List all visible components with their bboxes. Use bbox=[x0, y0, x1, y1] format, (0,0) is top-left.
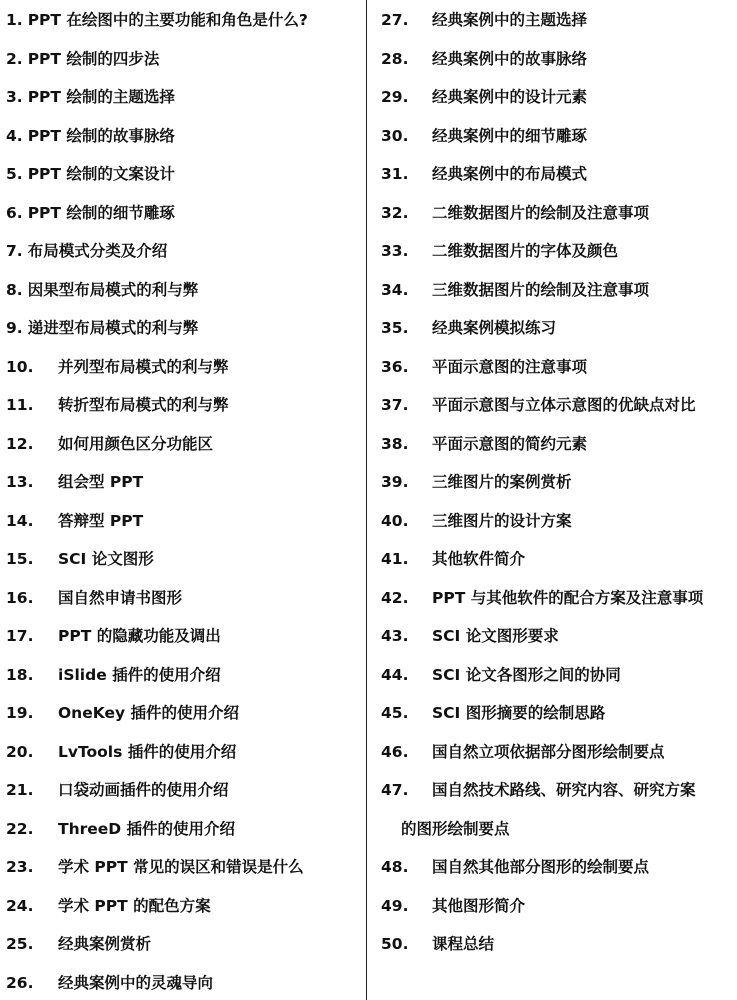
list-item bbox=[381, 624, 559, 648]
list-item bbox=[381, 8, 587, 32]
list-item bbox=[381, 855, 649, 879]
item-text: 三维图片的案例赏析 bbox=[432, 473, 572, 491]
item-text: SCI 论文图形要求 bbox=[432, 627, 559, 645]
item-text: 其他图形简介 bbox=[432, 896, 526, 915]
item-number: 31. bbox=[381, 165, 409, 183]
item-number: 1. bbox=[6, 11, 23, 29]
item-text: 布局模式分类及介绍 bbox=[27, 242, 168, 260]
item-text: PPT 绘制的故事脉络 bbox=[27, 126, 175, 145]
list-item bbox=[381, 894, 525, 918]
list-item bbox=[6, 778, 229, 802]
item-number: 35. bbox=[381, 319, 409, 337]
item-number: 32. bbox=[381, 203, 409, 222]
item-text-continuation: 的图形绘制要点 bbox=[401, 819, 510, 838]
list-item bbox=[381, 432, 587, 456]
item-text: 国自然申请书图形 bbox=[58, 588, 183, 607]
item-number: 37. bbox=[381, 396, 409, 414]
item-number: 34. bbox=[381, 280, 409, 299]
list-item bbox=[6, 201, 175, 225]
list-item bbox=[6, 547, 154, 571]
item-text: 国自然技术路线、研究内容、研究方案 bbox=[432, 781, 696, 799]
item-text: 如何用颜色区分功能区 bbox=[58, 434, 214, 453]
item-number: 21. bbox=[6, 781, 34, 799]
item-text: 经典案例中的灵魂导向 bbox=[58, 973, 214, 992]
item-text: PPT 的隐藏功能及调出 bbox=[58, 627, 221, 645]
list-item bbox=[381, 162, 587, 186]
item-text: 组会型 PPT bbox=[58, 473, 144, 491]
list-item bbox=[6, 624, 221, 648]
item-text: 学术 PPT 的配色方案 bbox=[58, 896, 211, 915]
item-text: OneKey 插件的使用介绍 bbox=[58, 704, 239, 722]
list-item bbox=[381, 778, 696, 802]
item-text: 因果型布局模式的利与弊 bbox=[27, 280, 199, 299]
list-item bbox=[381, 355, 587, 379]
item-text: 三维数据图片的绘制及注意事项 bbox=[432, 280, 650, 299]
list-item bbox=[381, 316, 556, 340]
list-item bbox=[6, 162, 175, 186]
list-item bbox=[381, 239, 618, 263]
item-text: 其他软件简介 bbox=[432, 550, 526, 568]
item-text: 课程总结 bbox=[432, 935, 495, 953]
list-item bbox=[6, 393, 229, 417]
item-text: SCI 论文图形 bbox=[58, 550, 154, 568]
item-text: 经典案例中的布局模式 bbox=[432, 165, 588, 183]
item-text: 答辩型 PPT bbox=[58, 511, 144, 530]
list-item bbox=[381, 509, 572, 533]
list-item bbox=[381, 547, 525, 571]
list-item bbox=[381, 47, 587, 71]
item-number: 43. bbox=[381, 627, 409, 645]
item-text: 经典案例模拟练习 bbox=[432, 319, 557, 337]
item-number: 16. bbox=[6, 588, 34, 607]
item-text: 转折型布局模式的利与弊 bbox=[58, 396, 229, 414]
item-number: 30. bbox=[381, 126, 409, 145]
list-item bbox=[381, 201, 649, 225]
list-item bbox=[6, 85, 175, 109]
item-number: 12. bbox=[6, 434, 34, 453]
list-item bbox=[381, 470, 572, 494]
item-number: 22. bbox=[6, 819, 34, 838]
list-item bbox=[381, 586, 703, 610]
item-text: ThreeD 插件的使用介绍 bbox=[58, 819, 236, 838]
list-item bbox=[6, 586, 182, 610]
column-divider bbox=[366, 0, 367, 1000]
item-text: 经典案例中的主题选择 bbox=[432, 11, 588, 29]
item-number: 29. bbox=[381, 88, 409, 106]
list-item bbox=[6, 432, 213, 456]
list-item bbox=[381, 932, 494, 956]
item-text: 平面示意图与立体示意图的优缺点对比 bbox=[432, 396, 696, 414]
item-text: PPT 绘制的四步法 bbox=[27, 49, 160, 68]
item-text: PPT 在绘图中的主要功能和角色是什么? bbox=[27, 11, 308, 29]
item-number: 10. bbox=[6, 357, 34, 376]
list-item bbox=[6, 278, 198, 302]
list-item bbox=[6, 817, 235, 841]
item-text: 并列型布局模式的利与弊 bbox=[58, 357, 229, 376]
list-item bbox=[381, 393, 696, 417]
item-number: 19. bbox=[6, 704, 34, 722]
list-item bbox=[381, 124, 587, 148]
item-number: 15. bbox=[6, 550, 34, 568]
item-number: 50. bbox=[381, 935, 409, 953]
item-text: 经典案例中的故事脉络 bbox=[432, 49, 588, 68]
item-text: SCI 论文各图形之间的协同 bbox=[432, 665, 621, 684]
item-number: 36. bbox=[381, 357, 409, 376]
item-text: 二维数据图片的字体及颜色 bbox=[432, 242, 619, 260]
item-number: 42. bbox=[381, 588, 409, 607]
item-number: 3. bbox=[6, 88, 23, 106]
item-text: PPT 与其他软件的配合方案及注意事项 bbox=[432, 588, 704, 607]
list-item bbox=[6, 8, 308, 32]
item-text: SCI 图形摘要的绘制思路 bbox=[432, 704, 606, 722]
item-number: 38. bbox=[381, 434, 409, 453]
item-text: 经典案例赏析 bbox=[58, 935, 152, 953]
item-number: 8. bbox=[6, 280, 23, 299]
item-number: 24. bbox=[6, 896, 34, 915]
list-item bbox=[6, 239, 167, 263]
list-item bbox=[6, 124, 175, 148]
item-number: 49. bbox=[381, 896, 409, 915]
item-number: 26. bbox=[6, 973, 34, 992]
list-item bbox=[6, 701, 239, 725]
item-number: 47. bbox=[381, 781, 409, 799]
item-text: PPT 绘制的文案设计 bbox=[27, 165, 175, 183]
item-text: 二维数据图片的绘制及注意事项 bbox=[432, 203, 650, 222]
item-text: LvTools 插件的使用介绍 bbox=[58, 742, 237, 761]
item-number: 7. bbox=[6, 242, 23, 260]
item-number: 27. bbox=[381, 11, 409, 29]
item-number: 20. bbox=[6, 742, 34, 761]
list-item bbox=[6, 47, 159, 71]
list-item bbox=[6, 894, 211, 918]
list-item bbox=[6, 855, 304, 879]
item-number: 14. bbox=[6, 511, 34, 530]
list-item bbox=[6, 509, 143, 533]
item-text: 三维图片的设计方案 bbox=[432, 511, 572, 530]
item-text: 国自然其他部分图形的绘制要点 bbox=[432, 858, 650, 876]
list-item bbox=[6, 663, 221, 687]
item-text: iSlide 插件的使用介绍 bbox=[58, 665, 221, 684]
list-item bbox=[6, 971, 213, 995]
item-text: 平面示意图的简约元素 bbox=[432, 434, 588, 453]
item-text: 经典案例中的细节雕琢 bbox=[432, 126, 588, 145]
list-item bbox=[381, 740, 665, 764]
item-number: 5. bbox=[6, 165, 23, 183]
item-number: 46. bbox=[381, 742, 409, 761]
list-item bbox=[6, 932, 151, 956]
list-item bbox=[381, 278, 649, 302]
list-item bbox=[381, 701, 605, 725]
item-text: 递进型布局模式的利与弊 bbox=[27, 319, 199, 337]
item-number: 40. bbox=[381, 511, 409, 530]
list-item bbox=[381, 663, 621, 687]
list-item bbox=[6, 470, 143, 494]
item-text: 口袋动画插件的使用介绍 bbox=[58, 781, 229, 799]
item-number: 11. bbox=[6, 396, 34, 414]
item-text: 学术 PPT 常见的误区和错误是什么 bbox=[58, 858, 304, 876]
item-number: 13. bbox=[6, 473, 34, 491]
item-text: 国自然立项依据部分图形绘制要点 bbox=[432, 742, 665, 761]
list-item bbox=[6, 740, 236, 764]
item-text: PPT 绘制的细节雕琢 bbox=[27, 203, 175, 222]
item-number: 2. bbox=[6, 49, 23, 68]
item-number: 44. bbox=[381, 665, 409, 684]
item-number: 33. bbox=[381, 242, 409, 260]
item-number: 28. bbox=[381, 49, 409, 68]
item-number: 18. bbox=[6, 665, 34, 684]
item-number: 48. bbox=[381, 858, 409, 876]
item-number: 9. bbox=[6, 319, 23, 337]
item-number: 45. bbox=[381, 704, 409, 722]
item-text: PPT 绘制的主题选择 bbox=[27, 88, 175, 106]
list-item bbox=[6, 355, 229, 379]
item-text: 经典案例中的设计元素 bbox=[432, 88, 588, 106]
list-item bbox=[6, 316, 198, 340]
item-number: 6. bbox=[6, 203, 23, 222]
item-number: 41. bbox=[381, 550, 409, 568]
list-item bbox=[381, 85, 587, 109]
item-text: 平面示意图的注意事项 bbox=[432, 357, 588, 376]
item-number: 17. bbox=[6, 627, 34, 645]
item-number: 39. bbox=[381, 473, 409, 491]
item-number: 23. bbox=[6, 858, 34, 876]
item-number: 25. bbox=[6, 935, 34, 953]
item-number: 4. bbox=[6, 126, 23, 145]
